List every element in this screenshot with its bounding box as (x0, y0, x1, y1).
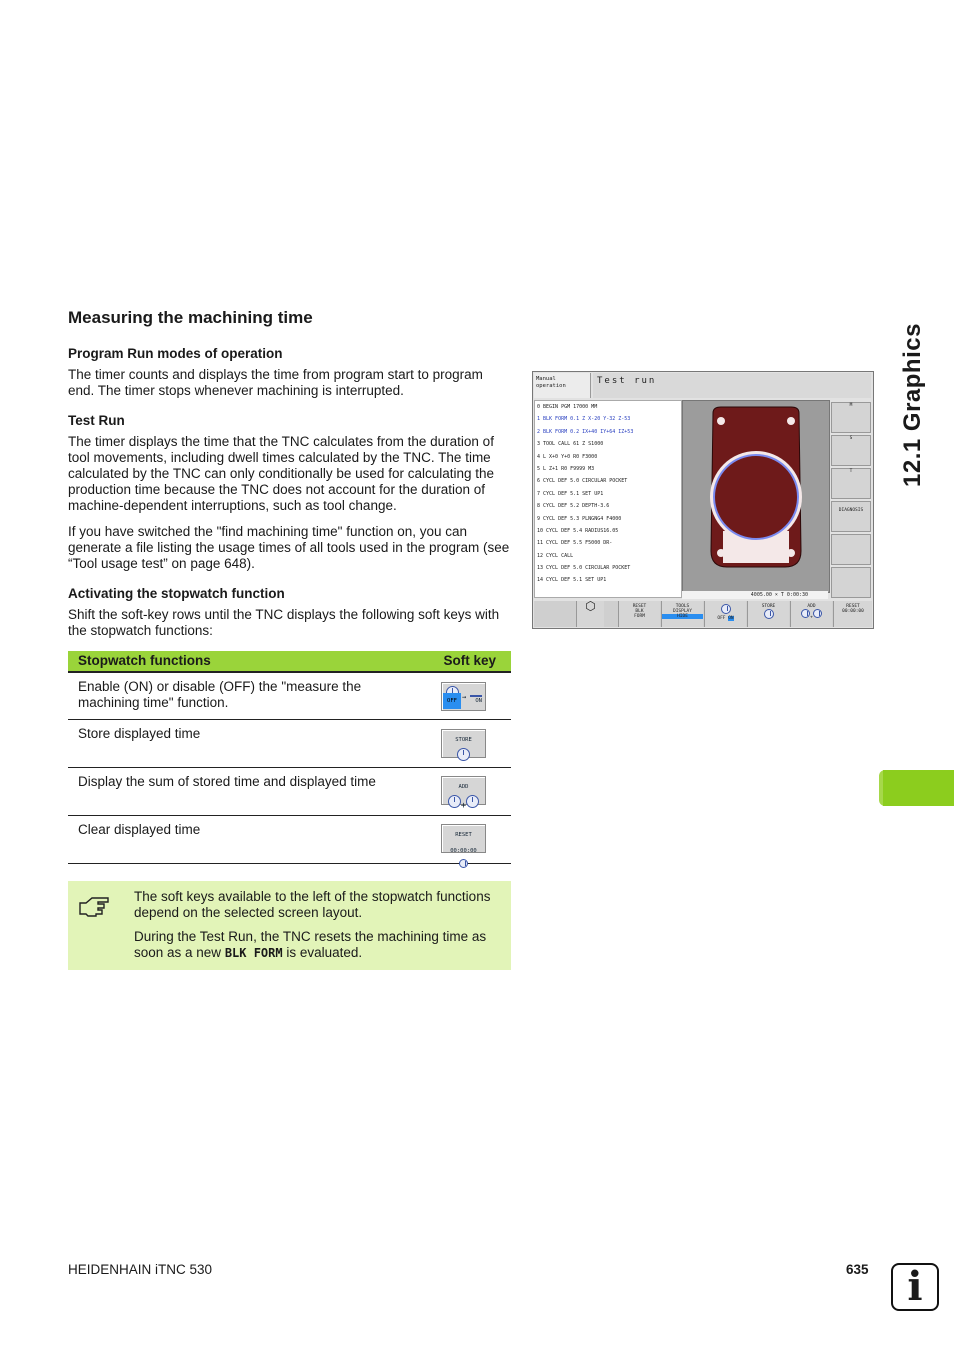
clock-icon (466, 795, 479, 808)
vertical-softkey-s: S (831, 435, 871, 466)
program-line: 2 BLK FORM 0.2 IX+40 IY+64 IZ+53 (537, 428, 634, 435)
program-line: 12 CYCL CALL (537, 552, 574, 559)
softkey-add-label: ADD (458, 784, 469, 790)
vertical-softkey-empty (831, 567, 871, 598)
column-header-softkey: Soft key (443, 653, 496, 668)
toggle-softkey (441, 682, 486, 711)
table-row (68, 768, 511, 816)
status-line: 4005.00 × T 0:00:30 (682, 591, 828, 599)
page-number: 635 (846, 1262, 869, 1277)
note-paragraph-2: During the Test Run, the TNC resets the machining time as soon as a new BLK FORM is evaluated. (134, 929, 487, 960)
program-listing (534, 400, 682, 598)
stopwatch-table (68, 651, 511, 864)
note-paragraph-1: The soft keys available to the left of the stopwatch functions depend on the selected screen layout. (134, 889, 491, 920)
softkey-store-label: STORE (455, 737, 472, 743)
column-header-functions: Stopwatch functions (78, 653, 211, 668)
store-softkey-screen: STORE (747, 601, 789, 627)
program-line: 4 L X+0 Y+0 R0 F3000 (537, 453, 598, 460)
subheading-activating: Activating the stopwatch function (68, 586, 285, 601)
program-line: 11 CYCL DEF 5.5 F5000 DR- (537, 540, 613, 547)
softkey-bar (534, 601, 872, 627)
clock-icon (459, 859, 468, 868)
vertical-softkey-diagnosis: DIAGNOSIS (831, 501, 871, 532)
add-softkey (441, 776, 486, 811)
reset-blk-form-softkey: RESET BLK FORM (618, 601, 660, 627)
clock-icon (813, 609, 822, 618)
program-line: 8 CYCL DEF 5.2 DEPTH-3.6 (537, 503, 610, 510)
softkey-reset-time: 00:00:00 (450, 848, 477, 854)
arrow-icon: → (462, 693, 467, 701)
tnc-screenshot (532, 371, 874, 629)
table-row (68, 671, 511, 720)
softkey-reset-label: RESET (455, 832, 472, 838)
chapter-side-title: 12.1 Graphics (899, 323, 926, 487)
table-row (68, 720, 511, 768)
row-text: Display the sum of stored time and displayed time (78, 774, 376, 789)
clock-icon (721, 604, 731, 614)
vertical-softkey-t: T (831, 468, 871, 499)
clock-icon (457, 748, 470, 761)
program-line: 7 CYCL DEF 5.1 SET UP1 (537, 490, 604, 497)
note-box (68, 881, 511, 970)
row-text: Store displayed time (78, 726, 201, 741)
chapter-tab-marker (883, 770, 954, 806)
tools-display-softkey: TOOLS DISPLAY HIDE (661, 601, 703, 627)
table-header (68, 651, 511, 671)
mode-title-test-run: Test run (593, 373, 871, 398)
program-line: 13 CYCL DEF 5.0 CIRCULAR POCKET (537, 565, 631, 572)
paragraph-find-time: If you have switched the "find machining time" function on, you can generate a file listing the usage times of all tools used in the program (see “Tool usage test” on page 648). (68, 524, 510, 571)
row-text: Clear displayed time (78, 822, 201, 837)
section-heading: Measuring the machining time (68, 308, 313, 327)
add-softkey-screen: ADD + (790, 601, 832, 627)
paragraph-test-run: The timer displays the time that the TNC calculates from the duration of tool movements, including dwell times calculated by the TNC. The time calculated by the TNC can only conditionally be used for calculating the production time because the TNC does not account for the duration of machine-dependent interruptions, such as tool change. (68, 434, 495, 513)
store-softkey (441, 729, 486, 758)
program-line: 0 BEGIN PGM 17000 MM (537, 404, 598, 410)
paragraph-program-run: The timer counts and displays the time from program start to program end. The timer stops whenever machining is interrupted. (68, 367, 483, 398)
pointing-hand-icon (78, 895, 112, 919)
program-line: 5 L Z+1 R0 F9999 M3 (537, 465, 595, 472)
program-line: 14 CYCL DEF 5.1 SET UP1 (537, 577, 607, 584)
program-line: 9 CYCL DEF 5.3 PLNGNG4 F4000 (537, 515, 622, 522)
program-line: 3 TOOL CALL 61 Z S1000 (537, 441, 604, 448)
clock-icon (801, 609, 810, 618)
workpiece-drawing (683, 401, 829, 592)
cube-icon: ⬡ (585, 599, 596, 613)
program-line: 6 CYCL DEF 5.0 CIRCULAR POCKET (537, 478, 628, 485)
stopwatch-toggle-softkey: OFF ON (704, 601, 746, 627)
3d-view-softkey (576, 601, 604, 627)
vertical-softkey-empty (831, 534, 871, 565)
reset-softkey (441, 824, 486, 853)
paragraph-activating: Shift the soft-key rows until the TNC displays the following soft keys with the stopwatch functions: (68, 607, 500, 638)
softkey-off-label: OFF (443, 693, 461, 709)
table-row (68, 816, 511, 864)
clock-icon (448, 795, 461, 808)
footer-product: HEIDENHAIN iTNC 530 (68, 1262, 213, 1277)
program-line: 10 CYCL DEF 5.4 RADIUS16.05 (537, 527, 619, 534)
reset-softkey-screen: RESET 00:00:00 (833, 601, 872, 627)
workpiece-graphic (682, 400, 830, 593)
program-line: 1 BLK FORM 0.1 Z X-20 Y-32 Z-53 (537, 416, 631, 423)
vertical-softkey-m: M (831, 402, 871, 433)
plus-icon: + (460, 801, 467, 811)
subheading-program-run: Program Run modes of operation (68, 346, 283, 361)
clock-icon (764, 609, 774, 619)
mode-label-manual: Manual operation (534, 373, 591, 398)
row-text: Enable (ON) or disable (OFF) the "measure the machining time" function. (78, 679, 362, 710)
info-icon: i (891, 1263, 939, 1311)
softkey-on-label: ON (475, 698, 482, 704)
subheading-test-run: Test Run (68, 413, 125, 428)
